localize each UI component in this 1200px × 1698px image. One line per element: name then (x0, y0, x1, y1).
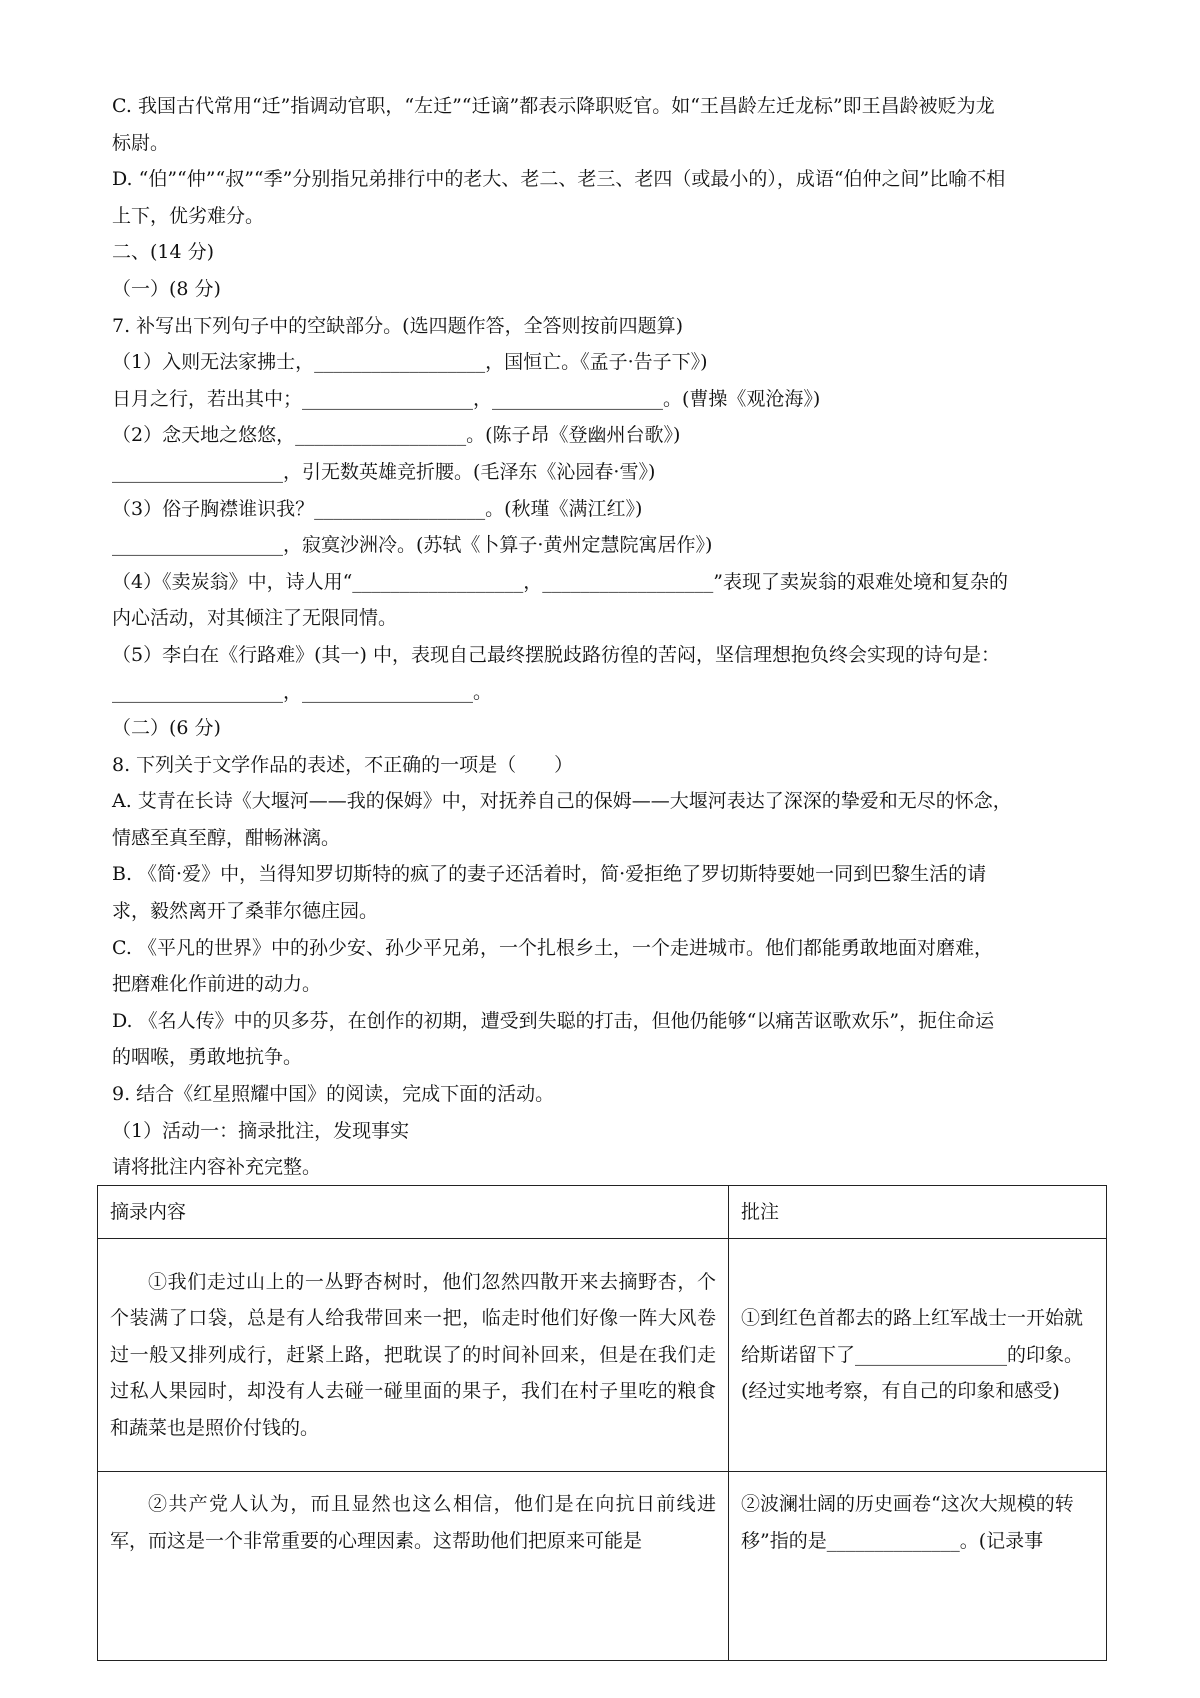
text-line[interactable]: __________________，__________________。 (112, 680, 493, 703)
text-line: A. 艾青在长诗《大堰河——我的保姆》中，对抚养自己的保姆——大堰河表达了深深的挚爱和无尽的怀念， (112, 790, 1012, 813)
table-row (98, 1472, 1107, 1661)
text-line: 情感至真至醇，酣畅淋漓。 (112, 826, 341, 849)
text-line: D. 《名人传》中的贝多芬，在创作的初期，遭受到失聪的打击，但他仍能够“以痛苦讴歌欢乐”，扼住命运 (112, 1009, 995, 1032)
text-line: 二、(14 分) (112, 241, 215, 264)
text-line: D. “伯”“仲”“叔”“季”分别指兄弟排行中的老大、老二、老三、老四（或最小的），成语“伯仲之间”比喻不相 (112, 168, 1006, 191)
text-line: 上下，优劣难分。 (112, 204, 265, 227)
text-line: （一）(8 分) (112, 277, 221, 300)
note-cell[interactable]: ①到红色首都去的路上红军战士一开始就给斯诺留下了________________的印象。(经过实地考察，有自己的印象和感受) (729, 1239, 1107, 1472)
text-line: C. 我国古代常用“迁”指调动官职，“左迁”“迁谪”都表示降职贬官。如“王昌龄左迁龙标”即王昌龄被贬为龙 (112, 95, 995, 117)
text-line: （5）李白在《行路难》(其一) 中，表现自己最终摆脱歧路彷徨的苦闷，坚信理想抱负终会实现的诗句是： (112, 643, 1000, 666)
text-line: 标尉。 (112, 131, 170, 154)
text-line: 7. 补写出下列句子中的空缺部分。(选四题作答，全答则按前四题算) (112, 314, 683, 337)
text-line[interactable]: （3）俗子胸襟谁识我？__________________。(秋瑾《满江红》) (112, 497, 643, 520)
annotation-table (97, 1185, 1107, 1661)
table-row (98, 1239, 1107, 1472)
header-excerpt: 摘录内容 (98, 1186, 729, 1239)
text-line: 把磨难化作前进的动力。 (112, 973, 322, 996)
document-body (112, 88, 1102, 1186)
header-note: 批注 (729, 1186, 1107, 1239)
text-line: 9. 结合《红星照耀中国》的阅读，完成下面的活动。 (112, 1083, 555, 1106)
note-cell[interactable]: ②波澜壮阔的历史画卷“这次大规模的转移”指的是______________。(记录事 (729, 1472, 1107, 1661)
text-line[interactable]: __________________，引无数英雄竞折腰。(毛泽东《沁园春·雪》) (112, 460, 656, 483)
excerpt-cell: ②共产党人认为，而且显然也这么相信，他们是在向抗日前线进军，而这是一个非常重要的心理因素。这帮助他们把原来可能是 (98, 1472, 729, 1661)
text-line: （二）(6 分) (112, 717, 221, 740)
text-line[interactable]: __________________，寂寞沙洲冷。(苏轼《卜算子·黄州定慧院寓居作》) (112, 534, 713, 557)
table-header-row (98, 1186, 1107, 1239)
text-line: 求，毅然离开了桑菲尔德庄园。 (112, 900, 379, 923)
text-line: B. 《简·爱》中，当得知罗切斯特的疯了的妻子还活着时，简·爱拒绝了罗切斯特要她一同到巴黎生活的请 (112, 863, 987, 886)
text-line: C. 《平凡的世界》中的孙少安、孙少平兄弟，一个扎根乡土，一个走进城市。他们都能勇敢地面对磨难， (112, 936, 993, 959)
text-line[interactable]: （1）入则无法家拂士，__________________，国恒亡。《孟子·告子下》) (112, 351, 708, 374)
text-line: （1）活动一：摘录批注，发现事实 (112, 1119, 410, 1142)
text-line[interactable]: 日月之行，若出其中；__________________，__________________。(曹操《观沧海》) (112, 387, 821, 410)
excerpt-cell: ①我们走过山上的一丛野杏树时，他们忽然四散开来去摘野杏，个个装满了口袋，总是有人给我带回来一把，临走时他们好像一阵大风卷过一般又排列成行，赶紧上路，把耽误了的时间补回来，但是在我们走过私人果园时，却没有人去碰一碰里面的果子，我们在村子里吃的粮食和蔬菜也是照价付钱的。 (98, 1239, 729, 1472)
text-line[interactable]: （2）念天地之悠悠，__________________。(陈子昂《登幽州台歌》) (112, 424, 681, 447)
text-line: 内心活动，对其倾注了无限同情。 (112, 607, 398, 630)
text-line[interactable]: （4）《卖炭翁》中，诗人用“__________________，__________________”表现了卖炭翁的艰难处境和复杂的 (112, 570, 1009, 593)
text-line: 8. 下列关于文学作品的表述，不正确的一项是（ ） (112, 753, 574, 776)
text-line: 请将批注内容补充完整。 (112, 1156, 322, 1179)
text-line: 的咽喉，勇敢地抗争。 (112, 1046, 303, 1069)
